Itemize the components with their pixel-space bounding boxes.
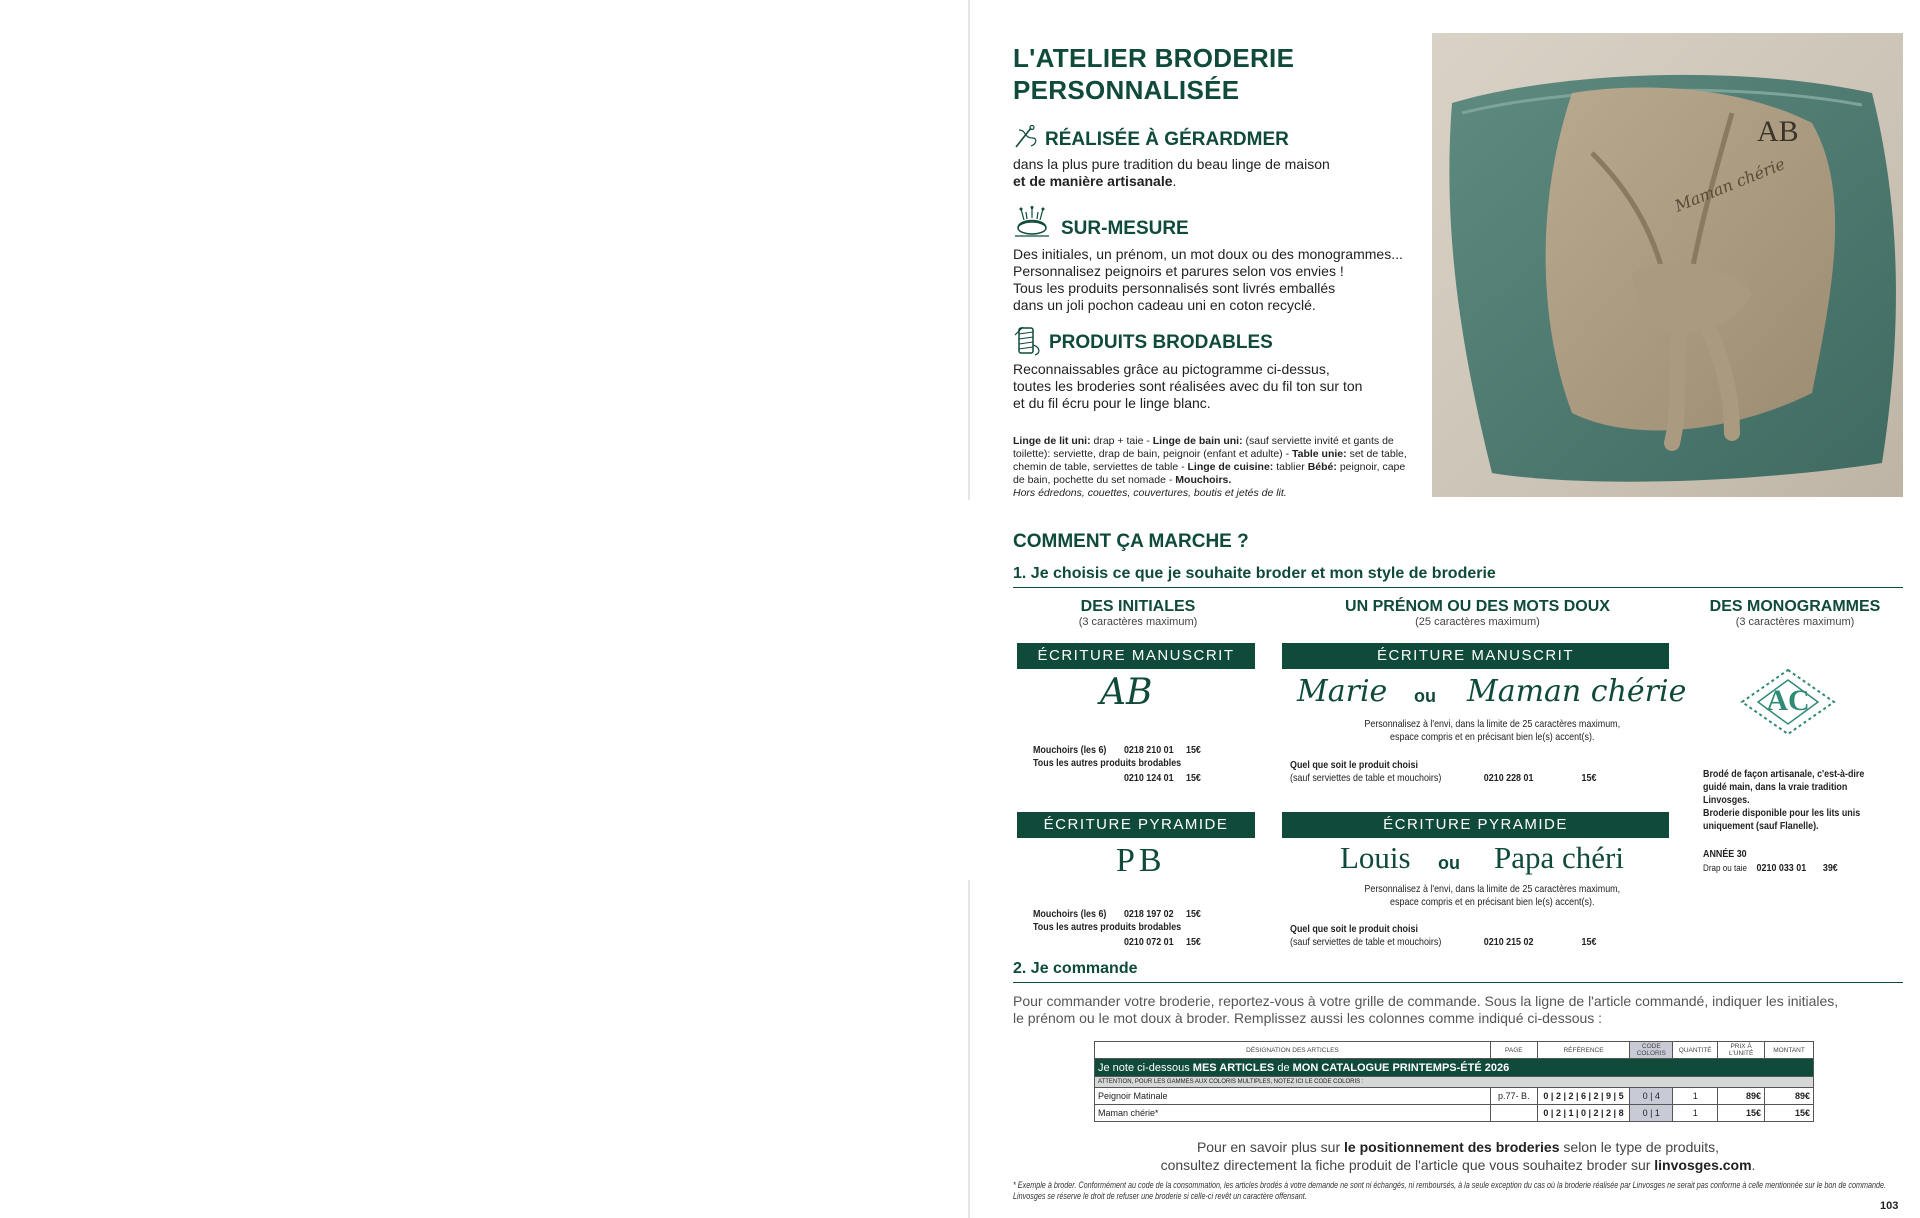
order-form [1094,1041,1814,1122]
realisee-heading: RÉALISÉE À GÉRARDMER [1045,129,1289,150]
order-header: PRIX À L'UNITÉ [1718,1042,1765,1059]
sample-prenom-manuscrit-a: Marie [1297,674,1388,709]
brodables-line: toutes les broderies sont réalisées avec du fil ton sur ton [1013,378,1363,394]
monogram-description [1703,768,1899,833]
banner-c: de [1274,1061,1293,1074]
realisee-text [1013,156,1433,190]
col-initiales-header [1013,598,1263,628]
sur-mesure-text [1013,246,1433,314]
mouchoirs-label: Mouchoirs (les 6) [1033,908,1107,920]
order-header: QUANTITÉ [1673,1042,1718,1059]
sur-mesure-line: dans un joli pochon cadeau uni en coton recyclé. [1013,297,1316,313]
order-header: PAGE [1490,1042,1537,1059]
title-line2: PERSONNALISÉE [1013,75,1240,105]
perso-line1: Personnalisez à l'envi, dans la limite de 25 caractères maximum, [1364,718,1621,730]
commande-line2: le prénom ou le mot doux à broder. Remplissez aussi les colonnes comme indiqué ci-dessous : [1013,1010,1603,1026]
col-mono-sub: (3 caractères maximum) [1735,616,1855,628]
order-cell-name[interactable]: Maman chérie* [1095,1105,1491,1122]
col-prenom-sub: (25 caractères maximum) [1415,616,1540,628]
info-text [1013,1138,1903,1174]
order-cell-qty[interactable]: 1 [1673,1088,1718,1105]
monogram-price [1703,848,1899,876]
prices-initiales-pyramide [1033,908,1254,947]
sample-initiales-manuscrit: AB [1100,672,1153,713]
col-initiales-sub: (3 caractères maximum) [1078,616,1198,628]
info-a: Pour en savoir plus sur [1196,1139,1345,1155]
order-attention-row [1095,1077,1814,1088]
banner-a: Je note ci-dessous [1098,1061,1193,1074]
autres-label: Tous les autres produits brodables [1033,757,1182,769]
price-value: 15€ [1186,908,1201,920]
page-gutter [968,0,970,500]
bathrobe-on-cushion-illustration [1432,33,1903,497]
band-pyramide-prenom: ÉCRITURE PYRAMIDE [1282,812,1669,838]
order-row[interactable] [1095,1088,1814,1105]
price-value: 15€ [1186,772,1201,784]
sample-ou: ou [1438,853,1460,873]
ref-value: 0218 197 02 [1123,908,1174,920]
linge-bold: Mouchoirs. [1175,474,1232,486]
page-title [1013,42,1433,106]
photo-monogram: AB [1757,115,1799,148]
linge-bold: Linge de cuisine: [1187,461,1274,473]
sample-prenom-manuscrit-b: Maman chérie [1467,674,1687,709]
prices-prenom-manuscrit [1290,759,1681,785]
info-c: selon le type de produits, [1559,1139,1720,1155]
step1-heading: 1. Je choisis ce que je souhaite broder et mon style de broderie [1013,565,1496,582]
mono-line: Broderie disponible pour les lits unis [1703,807,1861,819]
order-header: CODE COLORIS [1630,1042,1673,1059]
order-cell-ref[interactable]: 0 | 2 | 2 | 6 | 2 | 9 | 5 [1537,1088,1630,1105]
order-banner-row [1095,1059,1814,1077]
price-value: 15€ [1186,936,1201,948]
sample-ou: ou [1414,686,1436,706]
sur-mesure-line: Tous les produits personnalisés sont livrés emballés [1013,280,1336,296]
col-mono-header [1690,598,1900,628]
col-prenom-header [1280,598,1675,628]
sample-initiales-pyramide: PB [1116,842,1166,879]
col-prenom-title: UN PRÉNOM OU DES MOTS DOUX [1345,598,1610,615]
sample-prenom-pyramide-a: Louis [1340,840,1411,875]
order-cell-ref[interactable]: 0 | 2 | 1 | 0 | 2 | 2 | 8 [1537,1105,1630,1122]
prices-prenom-pyramide [1290,923,1681,949]
title-line1: L'ATELIER BRODERIE [1013,43,1295,73]
monogram-letters: AC [1766,684,1810,717]
realisee-line2-end: . [1172,173,1177,189]
monogram-sample [1738,666,1838,738]
linge-text: (sauf serviette invité et gants de toilette): serviette, drap de bain, peignoir (enfant et adulte) - [1013,435,1394,460]
linge-list [1013,435,1418,500]
comment-heading: COMMENT ÇA MARCHE ? [1013,531,1249,552]
price-value: 39€ [1822,862,1838,874]
needle-icon [1013,124,1039,150]
drap-label: Drap ou taie [1703,863,1748,874]
band-manuscrit-initiales: ÉCRITURE MANUSCRIT [1017,643,1255,669]
order-cell-code[interactable]: 0 | 4 [1630,1088,1673,1105]
mono-line: guidé main, dans la vraie tradition [1703,781,1848,793]
commande-text [1013,993,1903,1027]
order-row[interactable] [1095,1105,1814,1122]
mono-line: Brodé de façon artisanale, c'est-à-dire [1703,768,1865,780]
order-banner [1095,1059,1814,1077]
brodables-line: Reconnaissables grâce au pictogramme ci-dessus, [1013,361,1330,377]
col-initiales-title: DES INITIALES [1080,598,1196,615]
ref-value: 0210 072 01 [1123,936,1174,948]
order-cell-name[interactable]: Peignoir Matinale [1095,1088,1491,1105]
band-pyramide-initiales: ÉCRITURE PYRAMIDE [1017,812,1255,838]
perso-line1: Personnalisez à l'envi, dans la limite de 25 caractères maximum, [1364,883,1621,895]
order-cell-page[interactable] [1490,1105,1537,1122]
linge-text: set de table, chemin de table, serviettes de table - [1013,448,1407,473]
ref-value: 0210 033 01 [1756,862,1807,874]
order-header: DÉSIGNATION DES ARTICLES [1095,1042,1491,1059]
sample-prenom-pyramide-b: Papa chéri [1494,840,1624,875]
footnote-line1: * Exemple à broder. Conformément au code de la consommation, les articles brodés à votre demande ne sont ni échangés, ni remboursés, à la seule exception du cas où la broderie réalisée par Linvosges ne serait pas conforme à celle mentionnée sur le bon de commande. [1013,1180,1887,1190]
ref-value: 0210 124 01 [1123,772,1174,784]
order-header: MONTANT [1765,1042,1814,1059]
quel-label: Quel que soit le produit choisi [1290,759,1418,771]
mono-line: uniquement (sauf Flanelle). [1703,820,1819,832]
order-cell-code[interactable]: 0 | 1 [1630,1105,1673,1122]
col-mono-title: DES MONOGRAMMES [1709,598,1881,615]
linge-text: tablier [1273,461,1308,473]
commande-line1: Pour commander votre broderie, reportez-vous à votre grille de commande. Sous la ligne de l'article commandé, indiquer les initiales, [1013,993,1839,1009]
price-value: 15€ [1581,936,1597,948]
info-d: consultez directement la fiche produit de l'article que vous souhaitez broder sur [1160,1157,1655,1173]
order-cell-total[interactable]: 15€ [1765,1105,1814,1122]
step2-rule [1013,982,1903,983]
thread-spool-icon [1013,325,1043,357]
price-value: 15€ [1186,744,1201,756]
linge-text: peignoir, cape de bain, pochette du set nomade - [1013,461,1406,486]
band-manuscrit-prenom: ÉCRITURE MANUSCRIT [1282,643,1669,669]
step1-rule [1013,587,1903,588]
quel-sub: (sauf serviettes de table et mouchoirs) [1290,936,1442,948]
info-f: . [1751,1157,1756,1173]
mouchoirs-label: Mouchoirs (les 6) [1033,744,1107,756]
brodables-heading: PRODUITS BRODABLES [1049,332,1273,353]
step2-heading: 2. Je commande [1013,960,1138,977]
order-cell-unit[interactable]: 89€ [1718,1088,1765,1105]
perso-line2: espace compris et en précisant bien le(s) accent(s). [1390,896,1595,908]
price-value: 15€ [1581,772,1597,784]
info-link[interactable]: linvosges.com [1654,1157,1752,1173]
linge-bold: Linge de bain uni: [1152,435,1243,447]
quel-label: Quel que soit le produit choisi [1290,923,1418,935]
order-table [1094,1041,1814,1122]
order-cell-qty[interactable]: 1 [1673,1105,1718,1122]
perso-note-pyramide [1352,883,1633,909]
linge-bold: Bébé: [1307,461,1337,473]
realisee-line2: et de manière artisanale [1013,173,1173,189]
sur-mesure-heading: SUR-MESURE [1061,218,1189,239]
linge-text: drap + taie - [1090,435,1153,447]
quel-sub: (sauf serviettes de table et mouchoirs) [1290,772,1442,784]
brodables-text [1013,361,1433,412]
order-header: RÉFÉRENCE [1537,1042,1630,1059]
order-header-row [1095,1042,1814,1059]
banner-b: MES ARTICLES [1192,1061,1275,1074]
sur-mesure-line: Des initiales, un prénom, un mot doux ou des monogrammes... [1013,246,1403,262]
sur-mesure-line: Personnalisez peignoirs et parures selon vos envies ! [1013,263,1344,279]
prices-initiales-manuscrit [1033,744,1254,783]
order-cell-total[interactable]: 89€ [1765,1088,1814,1105]
realisee-line1: dans la plus pure tradition du beau linge de maison [1013,156,1330,172]
info-b: le positionnement des broderies [1344,1139,1560,1155]
ref-value: 0210 228 01 [1483,772,1534,784]
order-cell-unit[interactable]: 15€ [1718,1105,1765,1122]
footnote [1013,1180,1887,1202]
linge-exclusions: Hors édredons, couettes, couvertures, boutis et jetés de lit. [1013,487,1287,499]
photo-script: Maman chérie [1672,154,1788,216]
brodables-line: et du fil écru pour le linge blanc. [1013,395,1211,411]
page-gutter-lower [968,880,970,1218]
ref-value: 0210 215 02 [1483,936,1534,948]
page-number: 103 [1880,1200,1899,1212]
banner-d: MON CATALOGUE PRINTEMPS-ÉTÉ 2026 [1292,1061,1510,1074]
perso-note-manuscrit [1352,718,1633,744]
autres-label: Tous les autres produits brodables [1033,921,1182,933]
pincushion-icon [1013,206,1051,238]
order-cell-page[interactable]: p.77- B. [1490,1088,1537,1105]
mono-line: Linvosges. [1703,794,1750,806]
footnote-line2: Linvosges se réserve le droit de refuser une broderie si celle-ci revêt un caractère offensant. [1013,1191,1307,1201]
product-photo [1432,33,1903,497]
annee-label: ANNÉE 30 [1703,848,1747,860]
order-attention: ATTENTION, POUR LES GAMMES AUX COLORIS MULTIPLES, NOTEZ ICI LE CODE COLORIS : [1095,1077,1814,1088]
linge-bold: Linge de lit uni: [1013,435,1091,447]
linge-bold: Table unie: [1292,448,1347,460]
perso-line2: espace compris et en précisant bien le(s) accent(s). [1390,731,1595,743]
ref-value: 0218 210 01 [1123,744,1174,756]
